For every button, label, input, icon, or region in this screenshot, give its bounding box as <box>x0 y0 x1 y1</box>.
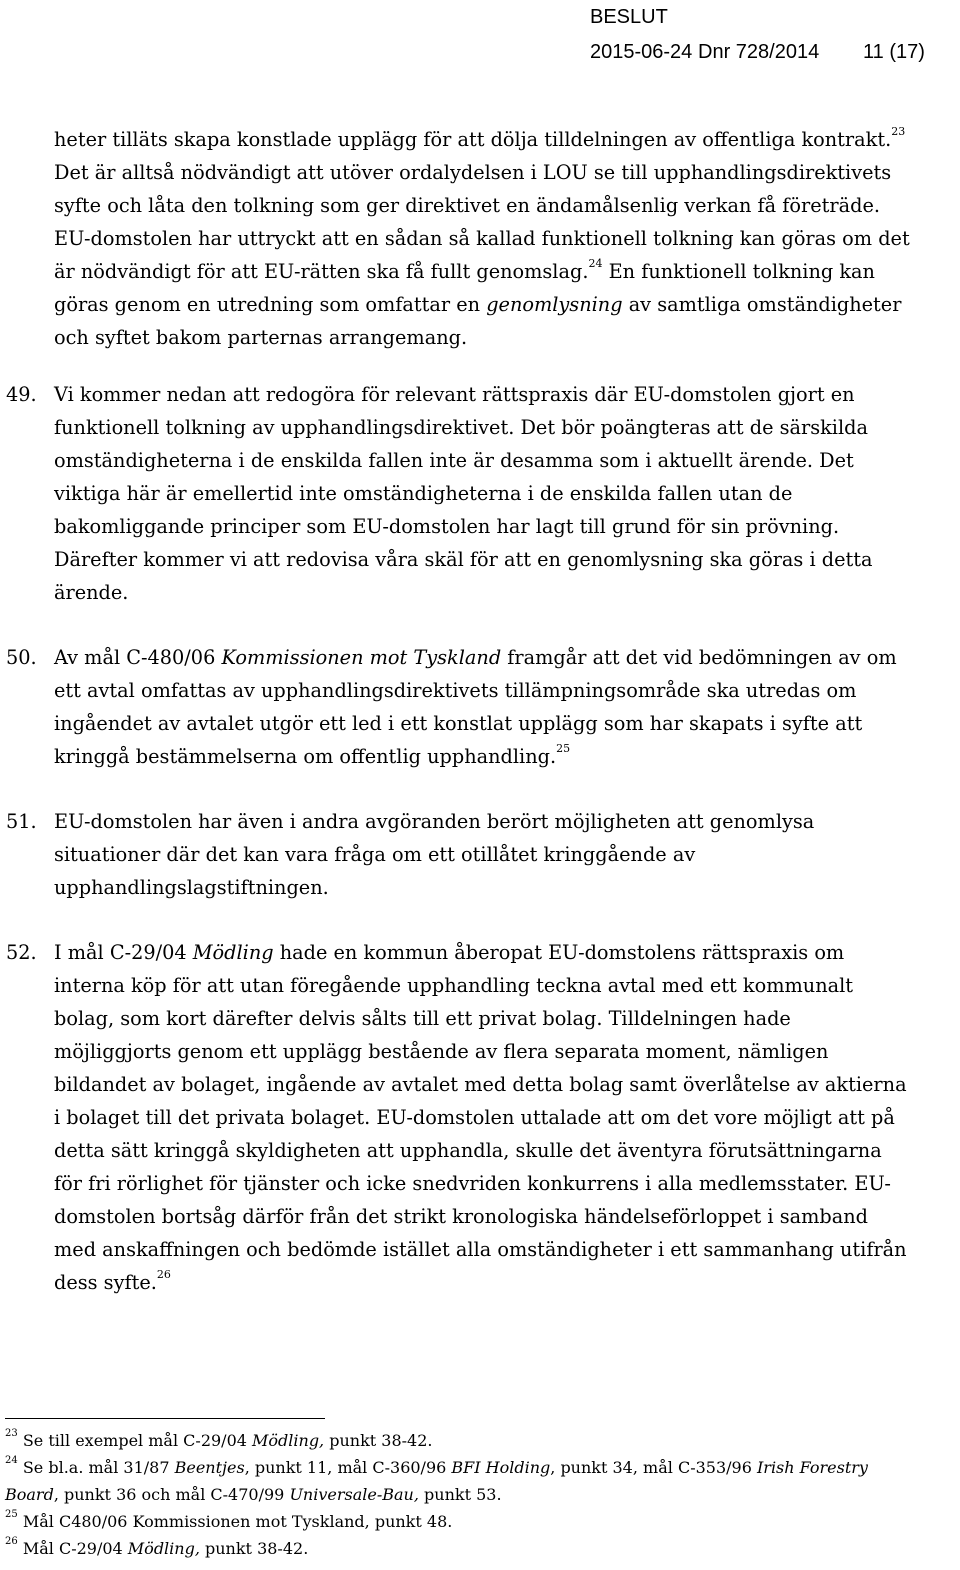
text-run: I mål C-29/04 <box>54 941 193 964</box>
case-name: Universale-Bau, <box>289 1485 419 1504</box>
footnote-number: 25 <box>5 1509 18 1520</box>
case-name: Kommissionen mot Tyskland <box>221 646 502 669</box>
case-name: Mödling <box>192 941 274 964</box>
italic-term: genomlysning <box>486 293 623 316</box>
paragraph-52 <box>6 936 910 1299</box>
paragraph-50 <box>6 641 910 773</box>
paragraph-number: 49. <box>6 383 37 406</box>
paragraph-number: 50. <box>6 646 37 669</box>
text-run: , punkt 36 och mål C-470/99 <box>53 1485 290 1504</box>
text-run: heter tilläts skapa konstlade upplägg för att dölja tilldelningen av offentliga kontrakt. <box>54 128 892 151</box>
text-run: punkt 53. <box>418 1485 502 1504</box>
case-name: BFI Holding <box>451 1458 551 1477</box>
paragraph-51 <box>6 805 910 904</box>
text-run: hade en kommun åberopat EU-domstolens rättspraxis om interna köp för att utan föregående upphandling teckna avtal med ett kommunalt bolag, som kort därefter delvis sålts till ett privat bolag. Tilldelningen hade möjliggjorts genom ett upplägg bestående av flera separata moment, nämligen bildandet av bolaget, ingående av avtalet med detta bolag samt överlåtelse av aktierna i bolaget till det privata bolaget. EU-domstolen uttalade att om det vore möjligt att på detta sätt kringgå skyldigheten att upphandla, skulle det äventyra förutsättningarna för fri rörlighet för tjänster och icke snedvriden konkurrens i alla medlemsstater. EU-domstolen bortsåg därför från det strikt kronologiska händelseförloppet i samband med anskaffningen och bedömde istället alla omständigheter i ett sammanhang utifrån dess syfte. <box>54 941 907 1294</box>
case-name: Beentjes <box>174 1458 245 1477</box>
case-name: Mödling, <box>252 1431 325 1450</box>
text-run: punkt 38-42. <box>324 1431 433 1450</box>
text-run: punkt 38-42. <box>199 1539 309 1558</box>
footnote-ref-23[interactable]: 23 <box>891 125 906 138</box>
footnote-ref-26[interactable]: 26 <box>156 1268 171 1281</box>
text-run: En funktionell tolkning kan göras genom en utredning som omfattar en <box>54 260 875 316</box>
footnote-number: 24 <box>5 1455 18 1466</box>
paragraph-number: 52. <box>6 941 37 964</box>
footnote-24 <box>5 1454 910 1508</box>
document-header <box>590 0 960 70</box>
text-run: Mål C-29/04 <box>17 1539 128 1558</box>
text-run: Av mål C-480/06 <box>54 646 222 669</box>
case-name: Irish Forestry Board <box>5 1458 868 1504</box>
footnote-number: 26 <box>5 1536 18 1547</box>
text-run: Mål C480/06 Kommissionen mot Tyskland, punkt 48. <box>17 1512 453 1531</box>
text-run: Se till exempel mål C-29/04 <box>17 1431 253 1450</box>
header-page: 11 (17) <box>863 41 925 63</box>
header-meta <box>590 35 960 70</box>
text-run: EU-domstolen har även i andra avgöranden berört möjligheten att genomlysa situationer där det kan vara fråga om ett otillåtet kringgående av upphandlingslagstiftningen. <box>54 810 815 899</box>
header-dnr: Dnr 728/2014 <box>698 41 820 63</box>
footnote-number: 23 <box>5 1428 18 1439</box>
paragraph-number: 51. <box>6 810 37 833</box>
footnote-separator <box>5 1418 325 1419</box>
footnote-ref-24[interactable]: 24 <box>588 257 603 270</box>
header-label: BESLUT <box>590 6 668 28</box>
header-date: 2015-06-24 <box>590 41 693 63</box>
footnote-26 <box>5 1535 910 1562</box>
case-name: Mödling, <box>127 1539 200 1558</box>
text-run: framgår att det vid bedömningen av om ett avtal omfattas av upphandlingsdirektivets tillämpningsområde ska utredas om ingåendet av avtalet utgör ett led i ett konstlat upplägg som har skapats i syfte att kringgå bestämmelserna om offentlig upphandling. <box>54 646 897 768</box>
footnote-25 <box>5 1508 910 1535</box>
text-run: , punkt 11, mål C-360/96 <box>244 1458 452 1477</box>
footnote-23 <box>5 1427 910 1454</box>
text-run: Se bl.a. mål 31/87 <box>17 1458 175 1477</box>
continued-paragraph <box>54 123 910 354</box>
text-run: Vi kommer nedan att redogöra för relevant rättspraxis där EU-domstolen gjort en funktionell tolkning av upphandlingsdirektivet. Det bör poängteras att de särskilda omständigheterna i de enskilda fallen inte är desamma som i aktuellt ärende. Det viktiga här är emellertid inte omständigheterna i de enskilda fallen utan de bakomliggande principer som EU-domstolen har lagt till grund för sin prövning. Därefter kommer vi att redovisa våra skäl för att en genomlysning ska göras i detta ärende. <box>54 383 873 604</box>
body-text <box>6 123 910 1331</box>
text-run: Det är alltså nödvändigt att utöver ordalydelsen i LOU se till upphandlingsdirektivets syfte och låta den tolkning som ger direktivet en ändamålsenlig verkan få företräde. EU-domstolen har uttryckt att en sådan så kallad funktionell tolkning kan göras om det är nödvändigt för att EU-rätten ska få fullt genomslag. <box>54 161 910 283</box>
paragraph-49 <box>6 378 910 609</box>
text-run: , punkt 34, mål C-353/96 <box>550 1458 757 1477</box>
footnote-ref-25[interactable]: 25 <box>556 742 571 755</box>
footnotes <box>5 1418 910 1562</box>
text-run: av samtliga omständigheter och syftet bakom parternas arrangemang. <box>54 293 902 349</box>
